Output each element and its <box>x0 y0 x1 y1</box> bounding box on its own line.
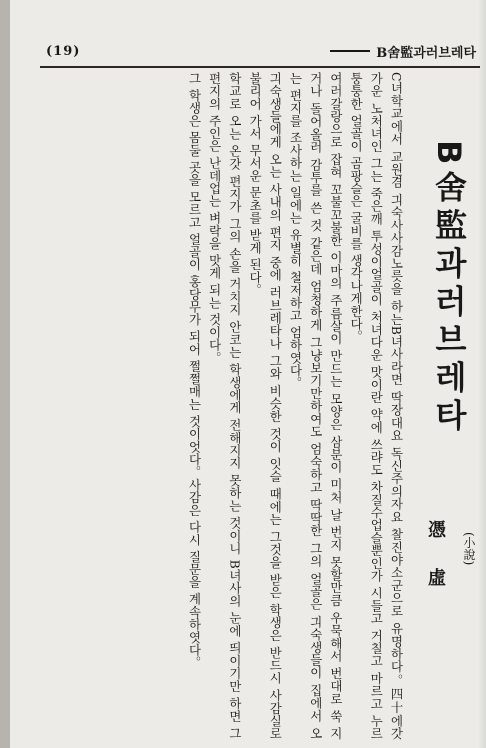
page-edge-shadow <box>478 0 486 748</box>
page-header <box>46 40 476 62</box>
paragraph: 그 학생은 몸둘 곳을 모르고 얼골이 홍당무가 되어 쩔쩔매는 것이엇다。사감은 다시 질문을 계속하엿다。 <box>186 72 202 669</box>
paragraph: 여러갈랑으로 잡혀 꼬불꼬불한 이마의 주름살이 만드는 모양은 삼분이 미처 날 번지 못할만큼 우묵해서 번대로 쑥 지거나 돌어올러 감투를 쓴 것 같은데 엄청하게 그냥보기만하여도 엄숙하고 딱딱한 그의 얼골은 긔숙생들이 집에서 오는 편지를 조사하는 일에는 유별히 철저하고 엄하엿다。 <box>287 72 344 740</box>
running-title-group <box>330 42 476 61</box>
paragraph: 학교로 오는 온갓 편지가 그의 손을 거치지 안코는 학생에게 전해지지 못하는 것이니 B녀사의 눈에 띄이기만 하면 그 편지의 주인은 난데업는 벼락을 맛게 되는 것이다。 <box>207 72 243 740</box>
paragraph: C녀학교에서 교원겸 긔숙사사감노릇을 하는B녀사라면 딱장대요 독신주의자요 찰진야소군으로 유명하다。四十에갓가운 노처녀인 그는 죽은깨 투성이얼골이 처녀다운 맛이란 약에 쓰랴도 차질수업슬뿐인가 시들고 거칠고 마르고 누르퉁퉁한 얼골이 곰팡슬은 굴비를 생각나게한다。 <box>348 72 404 740</box>
header-rule <box>330 50 370 52</box>
header-divider <box>40 66 480 68</box>
page-number: (19) <box>46 43 81 59</box>
paragraph: 긔숙생들에게 오는 사내의 편지 중에 러브레타나 그와 비슷한 것이 잇슬 때에는 그것을 받은 학생은 반드시 사감실로 불리어 가서 무서운 문초를 받게 된다。 <box>247 72 283 740</box>
body-text <box>34 72 406 740</box>
author-name: 憑虛 <box>425 520 446 616</box>
story-title: B舍監과러브레타 <box>430 140 468 437</box>
genre-label: (小說) <box>462 532 476 566</box>
running-title: B舍監과러브레타 <box>376 45 476 61</box>
